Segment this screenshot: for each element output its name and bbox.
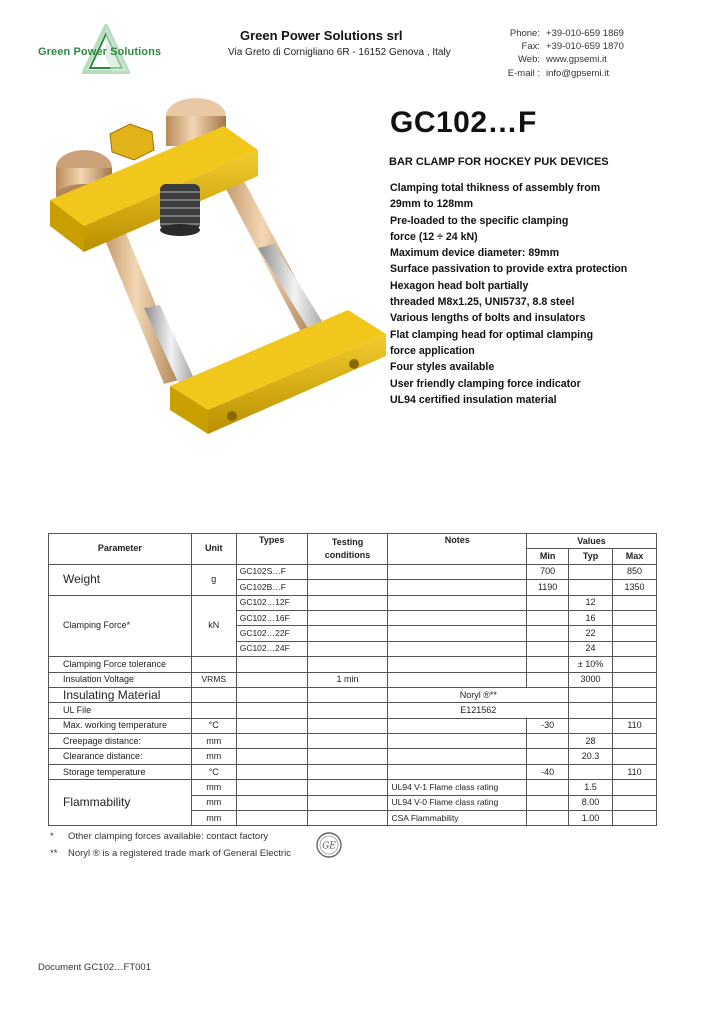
table-row: Clearance distance: mm 20.3 [49,749,657,764]
feature-item: Clamping total thikness of assembly from [390,182,601,194]
header-types: Types [236,534,307,565]
feature-item: Hexagon head bolt partially [390,279,529,292]
company-logo [36,24,186,80]
company-name: Green Power Solutions srl [240,28,403,43]
param-storage-temperature: Storage temperature [49,764,192,779]
table-row: Storage temperature °C -40 110 [49,764,657,779]
feature-item: User friendly clamping force indicator [390,377,581,390]
footnote: * Other clamping forces available: contact factory [50,831,269,842]
feature-item: Pre-loaded to the specific clamping [390,214,569,227]
table-row: Flammability mm UL94 V-1 Flame class rating 1.5 [49,780,657,795]
document-reference: Document GC102…FT001 [38,962,151,973]
table-row: Clamping Force tolerance ± 10% [49,657,657,672]
table-row: Insulation Voltage VRMS 1 min 3000 [49,672,657,687]
table-row: UL File E121562 [49,703,657,718]
header-max: Max [613,549,657,564]
table-row: GC102B…F 1190 1350 [49,580,657,595]
footnote: ** Noryl ® is a registered trade mark of General Electric [50,848,291,859]
table-row: GC102…22F 22 [49,626,657,641]
feature-item: Surface passivation to provide extra protection [390,263,628,276]
ge-logo-icon [316,832,342,858]
feature-item: Maximum device diameter: 89mm [390,247,559,260]
table-row: GC102…24F 24 [49,641,657,656]
table-row: Creepage distance: mm 28 [49,734,657,749]
parameters-table [48,533,657,826]
table-row: Weight g GC102S…F 700 850 [49,564,657,579]
header-values: Values [527,534,657,549]
feature-list [390,180,690,408]
contact-block [500,27,624,80]
param-weight: Weight [49,564,192,595]
feature-item: Various lengths of bolts and insulators [390,312,586,325]
param-clearance: Clearance distance: [49,749,192,764]
header-parameter: Parameter [49,534,192,565]
svg-text:GE: GE [322,841,336,852]
header-unit: Unit [191,534,236,565]
feature-item: UL94 certified insulation material [390,393,557,406]
header-min: Min [527,549,569,564]
feature-item: force application [390,344,475,357]
param-max-temperature: Max. working temperature [49,718,192,733]
feature-item: Flat clamping head for optimal clamping [390,328,594,341]
product-subtitle: BAR CLAMP FOR HOCKEY PUK DEVICES [389,156,609,168]
footnotes [50,828,291,862]
table-row: GC102…16F 16 [49,610,657,625]
product-title: GC102…F [390,106,537,139]
table-row: mm CSA Flammability 1.00 [49,811,657,826]
param-tolerance: Clamping Force tolerance [49,657,192,672]
company-address: Via Greto di Cornigliano 6R - 16152 Genova , Italy [228,47,451,58]
param-ul-file: UL File [49,703,192,718]
table-row: Clamping Force* kN GC102…12F 12 [49,595,657,610]
contact-web[interactable]: Web: www.gpsemi.it [517,54,607,66]
param-insulation-voltage: Insulation Voltage [49,672,192,687]
logo-text: Green Power Solutions [38,46,162,58]
header-notes: Notes [388,534,527,565]
header-testing: Testing conditions [307,534,388,565]
contact-fax: Fax: +39-010-659 1870 [521,41,624,53]
contact-email[interactable]: E-mail : info@gpsemi.it [507,67,609,79]
bar-clamp-illustration [36,88,388,438]
param-flammability: Flammability [49,780,192,826]
param-insulating-material: Insulating Material [49,687,192,702]
table-header-row [49,534,657,549]
contact-phone: Phone: +39-010-659 1869 [509,28,624,39]
table-row: Max. working temperature °C -30 110 [49,718,657,733]
param-clamping-force: Clamping Force* [49,595,192,657]
param-creepage: Creepage distance: [49,734,192,749]
feature-item: 29mm to 128mm [390,198,474,211]
feature-item: force (12 ÷ 24 kN) [390,230,478,243]
table-row: Insulating Material Noryl ®** [49,687,657,702]
header-typ: Typ [569,549,613,564]
table-row: mm UL94 V-0 Flame class rating 8.00 [49,795,657,810]
feature-item: Four styles available [390,361,495,374]
feature-item: threaded M8x1.25, UNI5737, 8.8 steel [390,296,575,309]
